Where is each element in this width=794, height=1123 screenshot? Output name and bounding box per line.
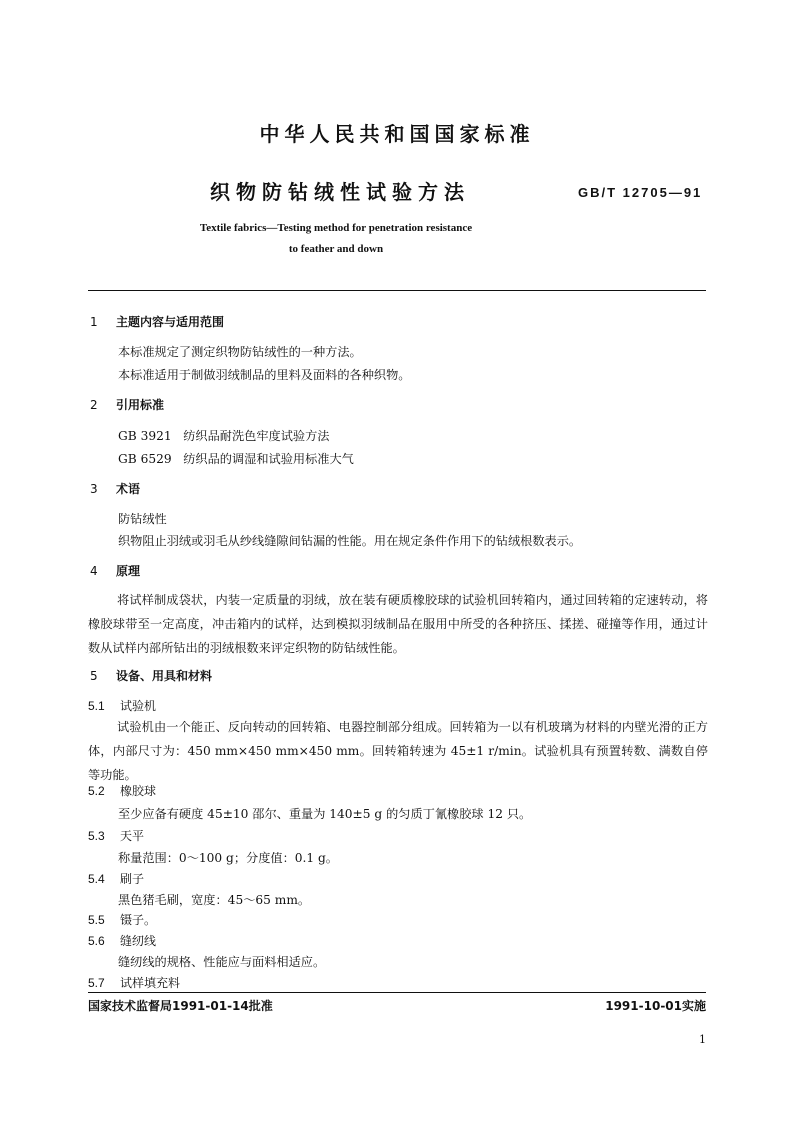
section-title: 术语 [116,482,141,496]
page-number: 1 [699,1033,706,1046]
subsection-5-5-heading [88,911,156,928]
section-5-heading [90,667,212,684]
subsection-number: 5.3 [88,829,105,843]
section-number: 3 [90,482,98,496]
subsection-5-6-text: 缝纫线的规格、性能应与面料相适应。 [118,955,326,969]
standard-number: GB/T 12705—91 [578,185,703,200]
subsection-5-4-text: 黑色猪毛刷，宽度：45～65 mm。 [118,893,311,907]
section-title: 主题内容与适用范围 [116,315,225,329]
term-definition: 织物阻止羽绒或羽毛从纱线缝隙间钻漏的性能。用在规定条件作用下的钻绒根数表示。 [118,534,582,548]
subsection-number: 5.6 [88,934,105,948]
subsection-5-6-heading [88,932,156,949]
principle-paragraph: 将试样制成袋状，内装一定质量的羽绒，放在装有硬质橡胶球的试验机回转箱内，通过回转箱的定速转动，将橡胶球带至一定高度，冲击箱内的试样，达到模拟羽绒制品在服用中所受的各种挤压、揉搓、碰撞等作用，通过计数从试样内部所钻出的羽绒根数来评定织物的防钻绒性能。 [88,593,708,655]
document-title: 织物防钻绒性试验方法 [210,180,470,204]
english-title-line2: to feather and down [288,243,384,255]
english-title-line1: Textile fabrics—Testing method for penetration resistance [199,222,473,234]
section-title: 原理 [116,564,141,578]
section-1-line1: 本标准规定了测定织物防钻绒性的一种方法。 [118,345,362,359]
section-2-heading [90,396,164,413]
subsection-5-4-heading [88,870,144,887]
subsection-title: 天平 [120,829,145,843]
section-title: 引用标准 [116,398,165,412]
subsection-5-1-heading [88,697,156,714]
header-divider [88,290,706,291]
section-1-heading [90,313,224,330]
section-number: 4 [90,564,98,578]
subsection-5-3-heading [88,827,144,844]
subsection-title: 镊子。 [120,913,157,927]
section-number: 1 [90,315,98,329]
term-name: 防钻绒性 [118,512,167,526]
subsection-number: 5.5 [88,913,105,927]
section-title: 设备、用具和材料 [116,669,213,683]
section-4-heading [90,562,140,579]
section-number: 5 [90,669,98,683]
subsection-title: 橡胶球 [120,784,157,798]
subsection-title: 缝纫线 [120,934,157,948]
reference-gb3921: GB 3921 纺织品耐洗色牢度试验方法 [118,429,330,443]
document-authority: 中华人民共和国国家标准 [259,122,535,146]
subsection-title: 刷子 [120,872,145,886]
subsection-5-2-text: 至少应备有硬度 45±10 邵尔、重量为 140±5 g 的匀质丁氰橡胶球 12 只。 [118,807,532,821]
subsection-number: 5.7 [88,976,105,990]
subsection-5-1-text: 试验机由一个能正、反向转动的回转箱、电器控制部分组成。回转箱为一以有机玻璃为材料的内壁光滑的正方体，内部尺寸为：450 mm×450 mm×450 mm。回转箱转速为 45±1 r/min。试验机具有预置转数、满数自停等功能。 [88,720,708,782]
subsection-5-2-heading [88,782,156,799]
subsection-number: 5.2 [88,784,105,798]
subsection-5-3-text: 称量范围：0～100 g；分度值：0.1 g。 [118,851,338,865]
subsection-5-7-heading [88,974,180,991]
footer-divider [88,992,706,993]
approval-date: 国家技术监督局1991-01-14批准 [88,999,273,1013]
subsection-number: 5.4 [88,872,105,886]
section-number: 2 [90,398,98,412]
subsection-number: 5.1 [88,699,105,713]
effective-date: 1991-10-01实施 [605,999,706,1013]
section-1-line2: 本标准适用于制做羽绒制品的里料及面料的各种织物。 [118,368,411,382]
subsection-title: 试验机 [120,699,157,713]
subsection-title: 试样填充料 [120,976,181,990]
reference-gb6529: GB 6529 纺织品的调湿和试验用标准大气 [118,452,354,466]
section-3-heading [90,480,140,497]
